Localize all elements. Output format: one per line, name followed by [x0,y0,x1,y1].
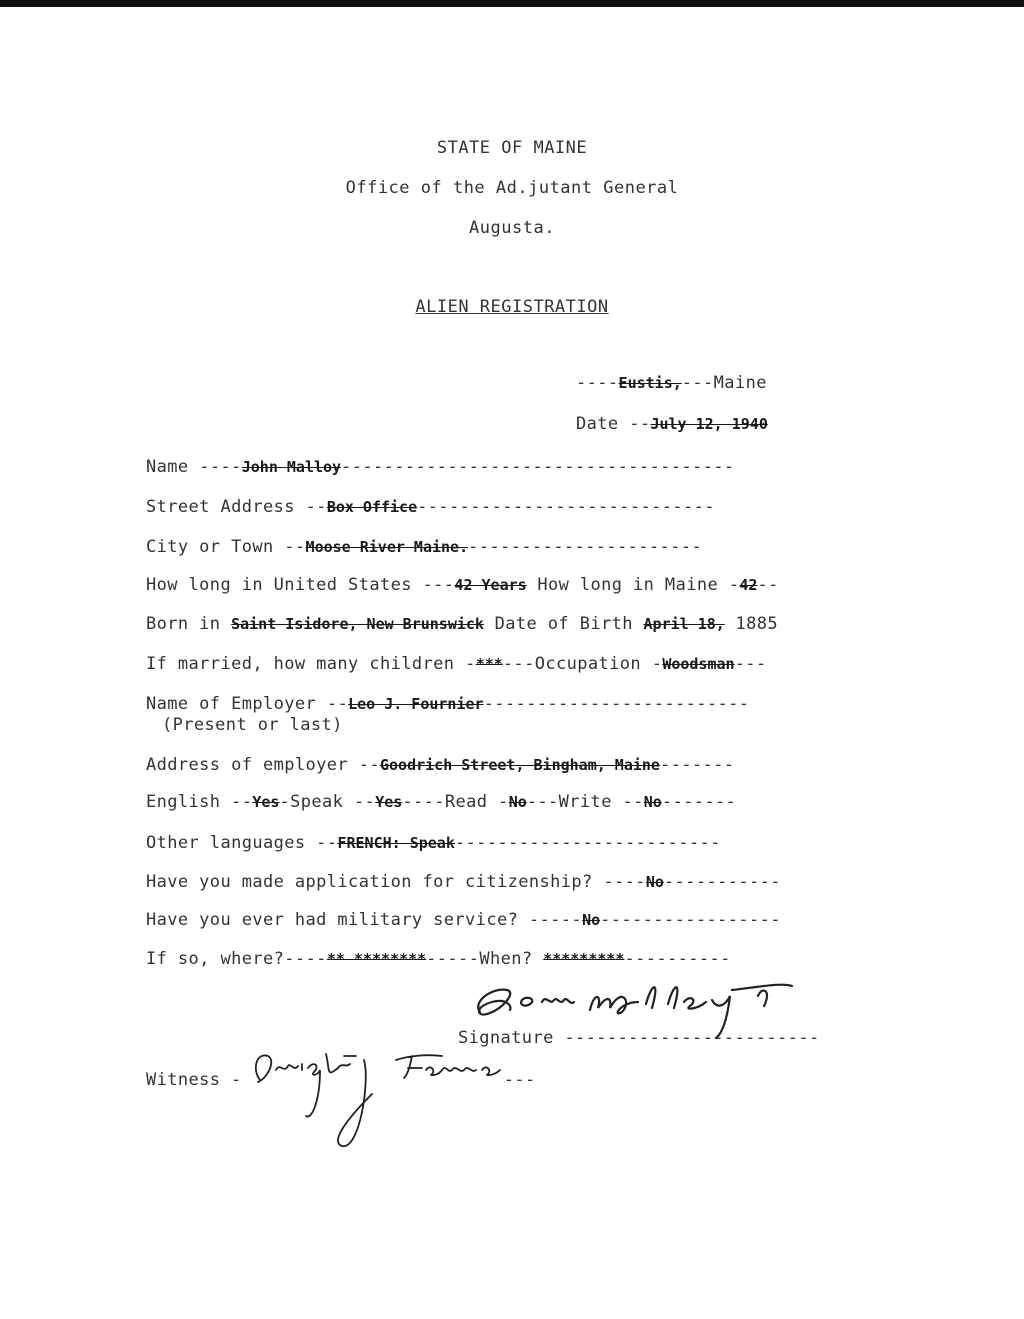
street-value: Box Office [326,498,418,516]
maine-value: 42 [739,576,758,594]
date-label: Date [576,414,619,434]
city-label: City or Town [146,537,274,557]
emp-addr-label: Address of employer [146,755,349,775]
emp-addr-value: Goodrich Street, Bingham, Maine [379,756,660,774]
other-languages-line: Other languages --FRENCH: Speak------------------------- [146,833,721,853]
military-label: Have you ever had military service? [146,910,519,930]
employer-label: Name of Employer [146,694,317,714]
when-label: When? [479,949,533,969]
name-line: Name ----John Malloy------------------------------------- [146,457,735,477]
signature-label: Signature [458,1028,554,1048]
write-label: Write [558,792,612,812]
english-line: English --Yes-Speak --Yes----Read -No---Write --No------- [146,792,737,812]
military-line: Have you ever had military service? -----No----------------- [146,910,781,930]
service-where-line: If so, where?----** ********-----When? *********---------- [146,949,731,969]
name-label: Name [146,457,189,477]
employer-value: Leo J. Fournier [348,695,484,713]
birth-line [146,614,778,634]
place-value: Eustis, [618,374,682,392]
place-line: ----Eustis,---Maine [576,373,767,393]
when-value: ********* [543,950,625,968]
witness-signature-image [246,1030,546,1160]
maine-label: How long in Maine [537,575,719,595]
citizenship-line: Have you made application for citizenship? ----No----------- [146,872,781,892]
street-line: Street Address --Box Office---------------------------- [146,497,715,517]
street-label: Street Address [146,497,295,517]
date-line: Date --July 12, 1940 [576,414,768,434]
state-heading: STATE OF MAINE [436,138,588,158]
signature-line: Signature ------------------------ [458,1028,820,1048]
employer-address-line: Address of employer --Goodrich Street, Bingham, Maine------- [146,755,735,775]
occupation-value: Woodsman [662,655,735,673]
english-value: Yes [252,793,280,811]
dob-value: April 18, [643,615,725,633]
children-line: If married, how many children -***---Occupation -Woodsman--- [146,654,767,674]
form-title-text: ALIEN REGISTRATION [415,297,609,317]
city-line: City or Town --Moose River Maine.---------------------- [146,537,703,557]
speak-label: Speak [290,792,344,812]
speak-value: Yes [375,793,403,811]
read-label: Read [444,792,488,812]
write-value: No [643,793,662,811]
read-value: No [508,793,527,811]
children-value: *** [475,655,503,673]
office-heading: Office of the Ad.jutant General [345,178,679,198]
military-value: No [582,911,601,929]
name-value: John Malloy [241,458,342,476]
children-label: If married, how many children [146,654,455,674]
where-label: If so, where? [146,949,285,969]
date-value: July 12, 1940 [650,415,768,433]
witness-line: Witness - --- [146,1070,536,1090]
dob-label: Date of Birth [494,614,633,634]
dob-year: 1885 [735,614,778,634]
english-label: English [146,792,221,812]
form-title [0,297,1024,317]
city-heading: Augusta. [469,218,555,238]
residence-line: How long in United States ---42 Years How long in Maine -42-- [146,575,779,595]
citizenship-label: Have you made application for citizenship? [146,872,593,892]
us-value: 42 Years [454,576,527,594]
other-lang-value: FRENCH: Speak [337,834,455,852]
city-value: Moose River Maine. [305,538,469,556]
witness-label: Witness [146,1070,221,1090]
occupation-label: Occupation [534,654,642,674]
born-value: Saint Isidore, New Brunswick [231,615,484,633]
born-label: Born in [146,614,221,634]
other-lang-label: Other languages [146,833,306,853]
employer-sub: (Present or last) [162,715,343,735]
where-value: ** ******** [326,950,427,968]
place-state: Maine [713,373,767,393]
citizenship-value: No [645,873,664,891]
us-label: How long in United States [146,575,412,595]
employer-line: Name of Employer --Leo J. Fournier------------------------- [146,694,750,714]
